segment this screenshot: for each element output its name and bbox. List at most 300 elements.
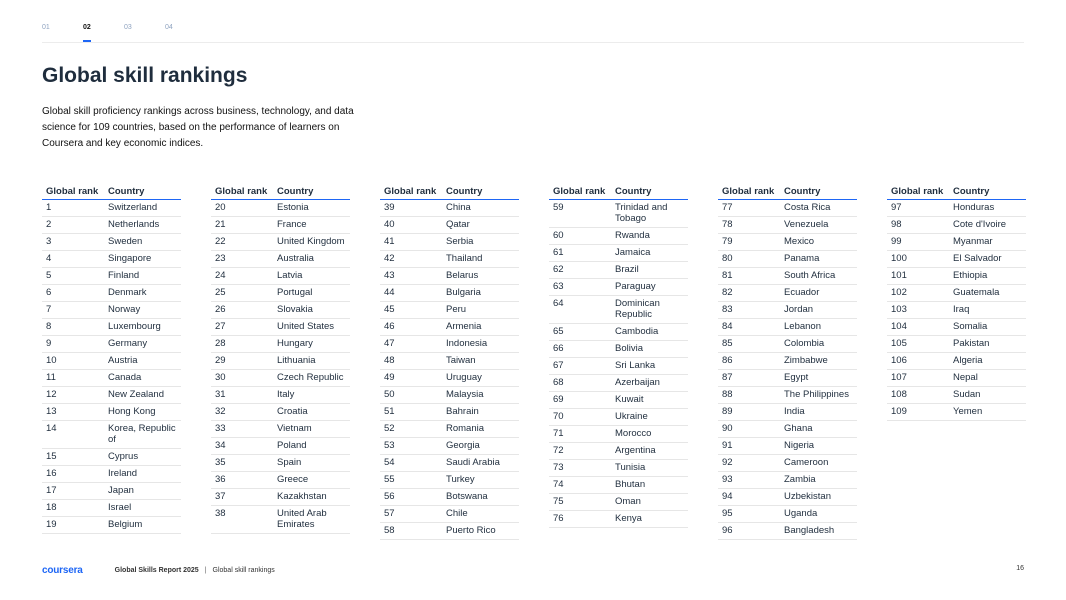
table-row — [549, 375, 688, 392]
table-row — [42, 319, 181, 336]
ranking-table-6 — [887, 186, 1026, 421]
country-cell: The Philippines — [784, 389, 849, 400]
table-row — [211, 217, 350, 234]
rank-cell: 16 — [46, 468, 57, 479]
table-row — [42, 302, 181, 319]
country-cell: Korea, Republic of — [108, 423, 176, 445]
country-cell: Zimbabwe — [784, 355, 828, 366]
table-row — [718, 506, 857, 523]
country-cell: Netherlands — [108, 219, 160, 230]
country-cell: El Salvador — [953, 253, 1002, 264]
table-row — [211, 251, 350, 268]
rank-cell: 17 — [46, 485, 57, 496]
coursera-logo: coursera — [42, 565, 83, 576]
rank-cell: 50 — [384, 389, 395, 400]
rank-cell: 91 — [722, 440, 733, 451]
rank-cell: 109 — [891, 406, 907, 417]
country-cell: Luxembourg — [108, 321, 161, 332]
rank-cell: 41 — [384, 236, 395, 247]
table-row — [887, 387, 1026, 404]
header-global-rank: Global rank — [215, 186, 268, 197]
country-cell: Trinidad and Tobago — [615, 202, 668, 224]
country-cell: Taiwan — [446, 355, 476, 366]
rank-cell: 97 — [891, 202, 902, 213]
country-cell: Cambodia — [615, 326, 659, 337]
table-row — [380, 353, 519, 370]
country-cell: Australia — [277, 253, 314, 264]
country-cell: Tunisia — [615, 462, 646, 473]
country-cell: Hong Kong — [108, 406, 156, 417]
tab-01[interactable]: 01 — [42, 24, 50, 31]
country-cell: South Africa — [784, 270, 836, 281]
rank-cell: 35 — [215, 457, 226, 468]
rank-cell: 107 — [891, 372, 907, 383]
table-row — [887, 251, 1026, 268]
country-cell: Ukraine — [615, 411, 648, 422]
country-cell: Bhutan — [615, 479, 646, 490]
table-row — [887, 268, 1026, 285]
table-row — [211, 438, 350, 455]
table-row — [549, 245, 688, 262]
table-row — [380, 506, 519, 523]
rank-cell: 79 — [722, 236, 733, 247]
country-cell: Ireland — [108, 468, 138, 479]
country-cell: Kazakhstan — [277, 491, 327, 502]
country-cell: Greece — [277, 474, 309, 485]
country-cell: Poland — [277, 440, 307, 451]
rank-cell: 75 — [553, 496, 564, 507]
table-row — [380, 523, 519, 540]
country-cell: China — [446, 202, 471, 213]
country-cell: Egypt — [784, 372, 809, 383]
rank-cell: 69 — [553, 394, 564, 405]
rank-cell: 58 — [384, 525, 395, 536]
header-global-rank: Global rank — [46, 186, 99, 197]
table-row — [42, 483, 181, 500]
country-cell: Morocco — [615, 428, 652, 439]
footer-section: Global skill rankings — [212, 567, 275, 574]
table-row — [42, 404, 181, 421]
table-row — [211, 387, 350, 404]
table-row — [42, 251, 181, 268]
rank-cell: 80 — [722, 253, 733, 264]
table-header — [718, 186, 857, 200]
rank-cell: 52 — [384, 423, 395, 434]
table-row — [211, 506, 350, 534]
country-cell: Slovakia — [277, 304, 313, 315]
country-cell: Italy — [277, 389, 295, 400]
rank-cell: 93 — [722, 474, 733, 485]
rank-cell: 20 — [215, 202, 226, 213]
country-cell: Rwanda — [615, 230, 650, 241]
rank-cell: 23 — [215, 253, 226, 264]
header-global-rank: Global rank — [553, 186, 606, 197]
rank-cell: 28 — [215, 338, 226, 349]
rank-cell: 27 — [215, 321, 226, 332]
country-cell: Jamaica — [615, 247, 651, 258]
rank-cell: 30 — [215, 372, 226, 383]
table-row — [380, 370, 519, 387]
table-row — [718, 319, 857, 336]
table-row — [380, 387, 519, 404]
rank-cell: 68 — [553, 377, 564, 388]
country-cell: France — [277, 219, 307, 230]
country-cell: Botswana — [446, 491, 488, 502]
table-row — [549, 443, 688, 460]
table-row — [887, 217, 1026, 234]
ranking-table-4 — [549, 186, 688, 528]
country-cell: Brazil — [615, 264, 639, 275]
rank-cell: 86 — [722, 355, 733, 366]
country-cell: Costa Rica — [784, 202, 831, 213]
country-cell: Israel — [108, 502, 132, 513]
table-row — [380, 251, 519, 268]
rank-cell: 71 — [553, 428, 564, 439]
rank-cell: 11 — [46, 372, 56, 383]
table-row — [718, 336, 857, 353]
table-row — [718, 489, 857, 506]
country-cell: Sweden — [108, 236, 143, 247]
table-header — [887, 186, 1026, 200]
table-row — [42, 200, 181, 217]
rank-cell: 40 — [384, 219, 395, 230]
rank-cell: 33 — [215, 423, 226, 434]
country-cell: Indonesia — [446, 338, 488, 349]
country-cell: Nigeria — [784, 440, 815, 451]
country-cell: Uruguay — [446, 372, 482, 383]
country-cell: Colombia — [784, 338, 825, 349]
rank-cell: 84 — [722, 321, 733, 332]
rank-cell: 66 — [553, 343, 564, 354]
country-cell: Sudan — [953, 389, 981, 400]
rank-cell: 63 — [553, 281, 564, 292]
country-cell: Yemen — [953, 406, 983, 417]
country-cell: Germany — [108, 338, 148, 349]
country-cell: United States — [277, 321, 335, 332]
country-cell: Ghana — [784, 423, 813, 434]
tab-03[interactable]: 03 — [124, 24, 132, 31]
rank-cell: 42 — [384, 253, 395, 264]
rank-cell: 8 — [46, 321, 52, 332]
rank-cell: 2 — [46, 219, 52, 230]
header-country: Country — [784, 186, 821, 197]
country-cell: Malaysia — [446, 389, 484, 400]
rank-cell: 37 — [215, 491, 226, 502]
country-cell: Cyprus — [108, 451, 139, 462]
table-row — [549, 358, 688, 375]
rank-cell: 65 — [553, 326, 564, 337]
rank-cell: 59 — [553, 202, 564, 213]
table-row — [549, 460, 688, 477]
table-row — [380, 421, 519, 438]
rank-cell: 31 — [215, 389, 226, 400]
rank-cell: 87 — [722, 372, 733, 383]
table-row — [549, 426, 688, 443]
country-cell: Canada — [108, 372, 142, 383]
rank-cell: 96 — [722, 525, 733, 536]
country-cell: Sri Lanka — [615, 360, 656, 371]
rank-cell: 24 — [215, 270, 226, 281]
table-row — [380, 319, 519, 336]
country-cell: Georgia — [446, 440, 480, 451]
rank-cell: 25 — [215, 287, 226, 298]
table-row — [380, 489, 519, 506]
rank-cell: 55 — [384, 474, 395, 485]
ranking-table-2 — [211, 186, 350, 534]
table-row — [549, 228, 688, 245]
rank-cell: 62 — [553, 264, 564, 275]
table-row — [887, 336, 1026, 353]
table-row — [887, 302, 1026, 319]
table-row — [718, 523, 857, 540]
rank-cell: 34 — [215, 440, 226, 451]
rank-cell: 74 — [553, 479, 564, 490]
country-cell: Romania — [446, 423, 485, 434]
table-row — [549, 296, 688, 324]
rank-cell: 44 — [384, 287, 395, 298]
country-cell: Zambia — [784, 474, 816, 485]
country-cell: Ecuador — [784, 287, 820, 298]
country-cell: Portugal — [277, 287, 313, 298]
rank-cell: 15 — [46, 451, 57, 462]
table-row — [42, 421, 181, 449]
table-row — [42, 517, 181, 534]
country-cell: Hungary — [277, 338, 313, 349]
table-row — [549, 341, 688, 358]
rank-cell: 29 — [215, 355, 226, 366]
country-cell: Austria — [108, 355, 138, 366]
rank-cell: 39 — [384, 202, 395, 213]
table-row — [211, 370, 350, 387]
table-row — [380, 302, 519, 319]
table-row — [887, 200, 1026, 217]
rank-cell: 70 — [553, 411, 564, 422]
rank-cell: 64 — [553, 298, 564, 309]
page-description: Global skill proficiency rankings across business, technology, and data science for 109 countries, based on the performance of learners on Coursera and key economic indices. — [42, 106, 354, 149]
rank-cell: 85 — [722, 338, 733, 349]
table-row — [718, 217, 857, 234]
table-row — [42, 353, 181, 370]
rank-cell: 78 — [722, 219, 733, 230]
table-row — [42, 234, 181, 251]
rank-cell: 46 — [384, 321, 395, 332]
rank-cell: 3 — [46, 236, 52, 247]
rank-cell: 43 — [384, 270, 395, 281]
rank-cell: 100 — [891, 253, 907, 264]
country-cell: Chile — [446, 508, 468, 519]
country-cell: Vietnam — [277, 423, 312, 434]
country-cell: Azerbaijan — [615, 377, 660, 388]
table-row — [549, 200, 688, 228]
country-cell: Bulgaria — [446, 287, 481, 298]
country-cell: Saudi Arabia — [446, 457, 500, 468]
rank-cell: 5 — [46, 270, 52, 281]
table-row — [549, 477, 688, 494]
rank-cell: 57 — [384, 508, 395, 519]
rank-cell: 103 — [891, 304, 907, 315]
country-cell: Belarus — [446, 270, 479, 281]
table-row — [718, 455, 857, 472]
table-row — [718, 353, 857, 370]
table-row — [718, 421, 857, 438]
country-cell: Bangladesh — [784, 525, 835, 536]
rank-cell: 32 — [215, 406, 226, 417]
table-row — [211, 336, 350, 353]
header-country: Country — [277, 186, 314, 197]
rank-cell: 95 — [722, 508, 733, 519]
table-row — [211, 285, 350, 302]
table-row — [42, 336, 181, 353]
country-cell: Iraq — [953, 304, 970, 315]
rank-cell: 47 — [384, 338, 395, 349]
country-cell: New Zealand — [108, 389, 164, 400]
table-row — [887, 370, 1026, 387]
page-number: 16 — [1016, 565, 1024, 572]
tab-04[interactable]: 04 — [165, 24, 173, 31]
table-row — [42, 500, 181, 517]
table-row — [718, 472, 857, 489]
rank-cell: 51 — [384, 406, 395, 417]
rank-cell: 102 — [891, 287, 907, 298]
rank-cell: 94 — [722, 491, 733, 502]
ranking-table-5 — [718, 186, 857, 540]
table-row — [211, 353, 350, 370]
country-cell: Japan — [108, 485, 134, 496]
rank-cell: 104 — [891, 321, 907, 332]
country-cell: Paraguay — [615, 281, 656, 292]
rank-cell: 48 — [384, 355, 395, 366]
table-row — [211, 489, 350, 506]
table-header — [211, 186, 350, 200]
table-row — [42, 387, 181, 404]
rank-cell: 98 — [891, 219, 902, 230]
rank-cell: 77 — [722, 202, 733, 213]
rank-cell: 12 — [46, 389, 57, 400]
country-cell: Mexico — [784, 236, 815, 247]
country-cell: Puerto Rico — [446, 525, 496, 536]
table-row — [380, 217, 519, 234]
rank-cell: 99 — [891, 236, 902, 247]
table-row — [211, 404, 350, 421]
table-row — [549, 324, 688, 341]
country-cell: Oman — [615, 496, 641, 507]
header-country: Country — [108, 186, 145, 197]
table-header — [42, 186, 181, 200]
table-row — [211, 200, 350, 217]
table-row — [549, 494, 688, 511]
country-cell: India — [784, 406, 805, 417]
rank-cell: 81 — [722, 270, 733, 281]
rank-cell: 22 — [215, 236, 226, 247]
country-cell: Bahrain — [446, 406, 479, 417]
rank-cell: 76 — [553, 513, 564, 524]
table-row — [718, 302, 857, 319]
table-row — [42, 370, 181, 387]
tab-02[interactable]: 02 — [83, 24, 124, 44]
rank-cell: 13 — [46, 406, 57, 417]
country-cell: Jordan — [784, 304, 814, 315]
country-cell: Armenia — [446, 321, 482, 332]
country-cell: Pakistan — [953, 338, 990, 349]
country-cell: Norway — [108, 304, 141, 315]
rank-cell: 61 — [553, 247, 564, 258]
rank-cell: 19 — [46, 519, 57, 530]
table-row — [887, 319, 1026, 336]
country-cell: Thailand — [446, 253, 483, 264]
table-row — [718, 438, 857, 455]
rank-cell: 36 — [215, 474, 226, 485]
table-row — [211, 472, 350, 489]
country-cell: Nepal — [953, 372, 978, 383]
country-cell: Switzerland — [108, 202, 158, 213]
country-cell: Uzbekistan — [784, 491, 831, 502]
rank-cell: 6 — [46, 287, 52, 298]
table-row — [42, 285, 181, 302]
table-row — [718, 268, 857, 285]
table-header — [549, 186, 688, 200]
rank-cell: 4 — [46, 253, 52, 264]
country-cell: Finland — [108, 270, 140, 281]
country-cell: United Arab Emirates — [277, 508, 327, 530]
rank-cell: 60 — [553, 230, 564, 241]
table-row — [887, 234, 1026, 251]
country-cell: Honduras — [953, 202, 995, 213]
rank-cell: 72 — [553, 445, 564, 456]
country-cell: Peru — [446, 304, 467, 315]
rank-cell: 7 — [46, 304, 52, 315]
ranking-table-3 — [380, 186, 519, 540]
table-row — [549, 392, 688, 409]
table-row — [380, 285, 519, 302]
header-country: Country — [953, 186, 990, 197]
table-row — [549, 511, 688, 528]
rank-cell: 101 — [891, 270, 907, 281]
country-cell: Cote d'Ivoire — [953, 219, 1007, 230]
rank-cell: 56 — [384, 491, 395, 502]
rank-cell: 53 — [384, 440, 395, 451]
rank-cell: 45 — [384, 304, 395, 315]
report-name: Global Skills Report 2025 — [114, 567, 199, 574]
tab-divider — [42, 42, 1024, 43]
country-cell: Kuwait — [615, 394, 644, 405]
rank-cell: 18 — [46, 502, 57, 513]
country-cell: Somalia — [953, 321, 988, 332]
table-row — [42, 217, 181, 234]
rank-cell: 92 — [722, 457, 733, 468]
table-row — [211, 268, 350, 285]
header-global-rank: Global rank — [722, 186, 775, 197]
rank-cell: 105 — [891, 338, 907, 349]
table-row — [211, 455, 350, 472]
country-cell: Ethiopia — [953, 270, 988, 281]
country-cell: Dominican Republic — [615, 298, 660, 320]
table-row — [718, 200, 857, 217]
table-row — [211, 234, 350, 251]
table-row — [42, 466, 181, 483]
table-row — [380, 336, 519, 353]
country-cell: Qatar — [446, 219, 470, 230]
country-cell: Cameroon — [784, 457, 829, 468]
rank-cell: 89 — [722, 406, 733, 417]
table-row — [549, 279, 688, 296]
country-cell: Turkey — [446, 474, 475, 485]
section-tabs — [42, 24, 206, 44]
country-cell: United Kingdom — [277, 236, 345, 247]
rank-cell: 88 — [722, 389, 733, 400]
rank-cell: 26 — [215, 304, 226, 315]
table-row — [380, 455, 519, 472]
rank-cell: 83 — [722, 304, 733, 315]
